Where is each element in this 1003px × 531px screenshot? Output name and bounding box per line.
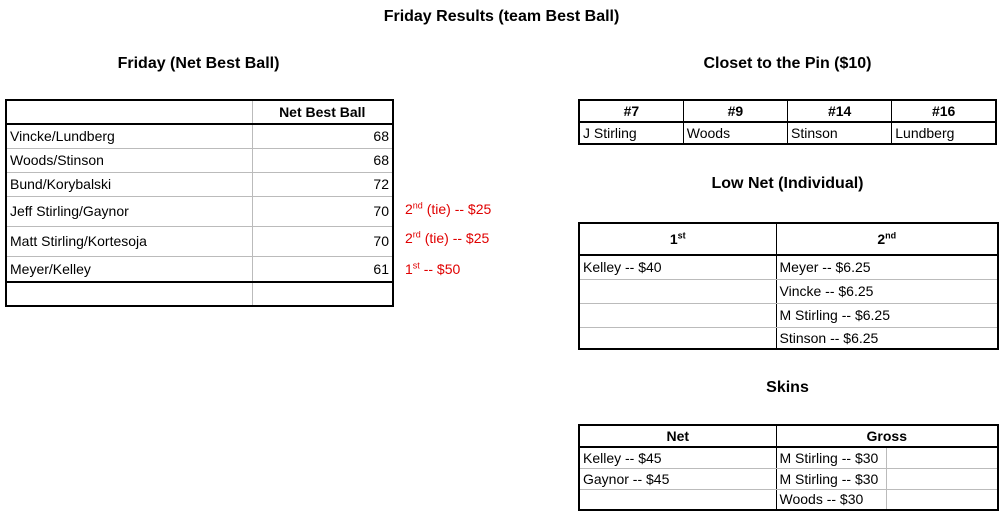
table-row [579, 468, 998, 489]
team-column-header [6, 100, 252, 124]
net-skin-winner: Gaynor -- $45 [579, 468, 776, 489]
team-name: Bund/Korybalski [6, 172, 252, 196]
empty-cell [886, 447, 998, 468]
empty-cell [6, 282, 252, 306]
skins-table [578, 424, 999, 511]
table-row [579, 303, 998, 327]
prize-note: 2rd (tie) -- $25 [405, 229, 490, 246]
table-header-row [579, 100, 996, 122]
table-row [579, 327, 998, 349]
table-row [6, 196, 393, 226]
skins-title: Skins [766, 379, 809, 396]
hole-header: #9 [683, 100, 787, 122]
empty-cell [579, 303, 776, 327]
table-row [6, 172, 393, 196]
table-row [6, 124, 393, 148]
second-place-header: 2nd [776, 223, 998, 255]
first-place-header: 1st [579, 223, 776, 255]
net-best-ball-title: Friday (Net Best Ball) [117, 55, 280, 72]
closest-pin-title: Closet to the Pin ($10) [703, 55, 872, 72]
prize-note: 2nd (tie) -- $25 [405, 200, 492, 217]
table-row [579, 279, 998, 303]
table-row [579, 447, 998, 468]
team-name: Meyer/Kelley [6, 256, 252, 282]
empty-cell [579, 489, 776, 510]
table-row [579, 255, 998, 279]
gross-skin-winner: M Stirling -- $30 [776, 447, 886, 468]
net-skins-header: Net [579, 425, 776, 447]
low-net-table [578, 222, 999, 350]
team-name: Jeff Stirling/Gaynor [6, 196, 252, 226]
table-row [6, 256, 393, 282]
team-score: 70 [252, 196, 393, 226]
hole-header: #7 [579, 100, 683, 122]
net-skin-winner: Kelley -- $45 [579, 447, 776, 468]
team-name: Vincke/Lundberg [6, 124, 252, 148]
table-header-row [6, 100, 393, 124]
second-place-winner: Meyer -- $6.25 [776, 255, 998, 279]
table-header-row [579, 223, 998, 255]
team-score: 70 [252, 226, 393, 256]
table-header-row [579, 425, 998, 447]
empty-cell [886, 468, 998, 489]
low-net-title: Low Net (Individual) [711, 175, 864, 192]
closest-pin-table [578, 99, 997, 145]
gross-skin-winner: M Stirling -- $30 [776, 468, 886, 489]
team-name: Woods/Stinson [6, 148, 252, 172]
pin-winner: J Stirling [583, 125, 637, 141]
table-row [6, 148, 393, 172]
team-score: 68 [252, 148, 393, 172]
team-name: Matt Stirling/Kortesoja [6, 226, 252, 256]
net-best-ball-table [5, 99, 394, 307]
hole-header: #16 [892, 100, 996, 122]
hole-header: #14 [788, 100, 892, 122]
page-title: Friday Results (team Best Ball) [383, 8, 620, 25]
table-row [6, 226, 393, 256]
pin-winner: Lundberg [892, 122, 996, 144]
score-column-header: Net Best Ball [252, 100, 393, 124]
pin-winner: Woods [683, 122, 787, 144]
second-place-winner: M Stirling -- $6.25 [776, 303, 998, 327]
gross-skin-winner: Woods -- $30 [776, 489, 886, 510]
pin-winner: Stinson [788, 122, 892, 144]
first-place-winner: Kelley -- $40 [579, 255, 776, 279]
team-score: 61 [252, 256, 393, 282]
gross-skins-header: Gross [776, 425, 998, 447]
table-row-empty [6, 282, 393, 306]
team-score: 68 [252, 124, 393, 148]
table-row [579, 489, 998, 510]
table-row [579, 122, 996, 144]
prize-note: 1st -- $50 [405, 260, 461, 277]
empty-cell [579, 327, 776, 349]
empty-cell [886, 489, 998, 510]
second-place-winner: Stinson -- $6.25 [776, 327, 998, 349]
team-score: 72 [252, 172, 393, 196]
second-place-winner: Vincke -- $6.25 [776, 279, 998, 303]
empty-cell [579, 279, 776, 303]
empty-cell [252, 282, 393, 306]
